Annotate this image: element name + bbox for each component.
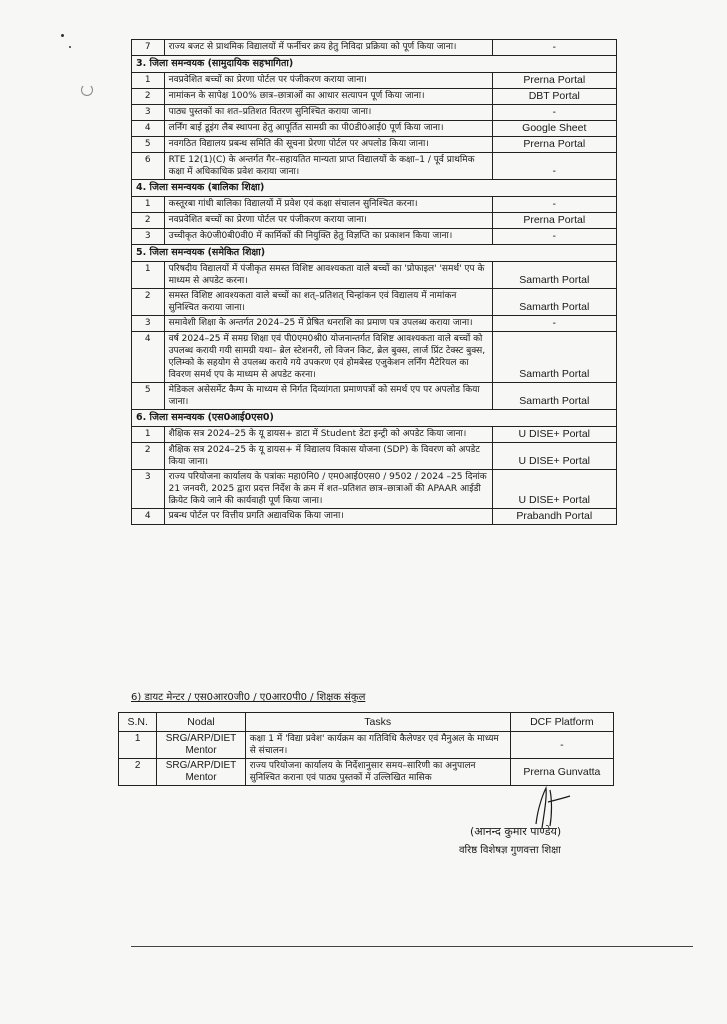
task-table: [131, 39, 617, 525]
row-platform: -: [492, 105, 616, 121]
row-platform: -: [510, 732, 613, 759]
table-row: [132, 289, 617, 316]
row-task: वर्ष 2024–25 में समग्र शिक्षा एवं पी0एम0श्री0 योजनान्तर्गत विशिष्ट आवश्यकता वाले बच्चों को उपलब्ध करायी गयी सामग्री यथा– ब्रेल स्टेशनरी, लो विजन किट, ब्रेल बुक्स, लार्ज प्रिंट टेक्स्ट बुक्स, एलिम्को के सहयोग से उपलब्ध कराये गये उपकरण एवं होमबेस्ड एजुकेशन लर्निंग मैटेरियल का विवरण समर्थ एप के माध्यम से अपडेट करना।: [164, 332, 492, 383]
row-task: मेडिकल असेसमेंट कैम्प के माध्यम से निर्गत दिव्यांगता प्रमाणपत्रों को समर्थ एप पर अपलोड किया जाना।: [164, 383, 492, 410]
table-row: [132, 137, 617, 153]
row-number: 7: [132, 40, 165, 56]
table-row: [119, 732, 614, 759]
section-heading-row: [132, 245, 617, 262]
row-task: उच्चीकृत के0जी0बी0वी0 में कार्मिकों की नियुक्ति हेतु विज्ञप्ति का प्रकाशन किया जाना।: [164, 229, 492, 245]
row-task: राज्य बजट से प्राथमिक विद्यालयों में फर्नीचर क्रय हेतु निविदा प्रक्रिया को पूर्ण किया जाना।: [164, 40, 492, 56]
row-number: 4: [132, 509, 165, 525]
row-platform: Prerna Gunvatta: [510, 759, 613, 786]
row-task: RTE 12(1)(C) के अन्तर्गत गैर–सहायतित मान्यता प्राप्त विद्यालयों के कक्षा–1 / पूर्व प्राथमिक कक्षा में अधिकाधिक प्रवेश कराया जाना।: [164, 153, 492, 180]
table-row: [119, 759, 614, 786]
row-task: शैक्षिक सत्र 2024–25 के यू डायस+ डाटा में Student डेटा इन्ट्री को अपडेट किया जाना।: [164, 427, 492, 443]
row-task: कस्तूरबा गांधी बालिका विद्यालयों में प्रवेश एवं कक्षा संचालन सुनिश्चित करना।: [164, 197, 492, 213]
row-number: 6: [132, 153, 165, 180]
table-row: [132, 153, 617, 180]
signatory-title: वरिष्ठ विशेषज्ञ गुणवत्ता शिक्षा: [459, 845, 561, 856]
row-nodal: SRG/ARP/DIET Mentor: [157, 732, 245, 759]
row-platform: Prabandh Portal: [492, 509, 616, 525]
row-platform: Prerna Portal: [492, 213, 616, 229]
row-platform: Samarth Portal: [492, 262, 616, 289]
row-platform: -: [492, 197, 616, 213]
row-number: 5: [132, 137, 165, 153]
row-number: 4: [132, 332, 165, 383]
header-nodal: Nodal: [157, 713, 245, 732]
row-number: 4: [132, 121, 165, 137]
row-platform: Samarth Portal: [492, 332, 616, 383]
row-task: समावेशी शिक्षा के अन्तर्गत 2024–25 में प्रेषित धनराशि का प्रमाण पत्र उपलब्ध कराया जाना।: [164, 316, 492, 332]
section-title: 3. जिला समन्वयक (सामुदायिक सहभागिता): [132, 56, 617, 73]
row-platform: Prerna Portal: [492, 137, 616, 153]
table-row: [132, 316, 617, 332]
row-task: शैक्षिक सत्र 2024–25 के यू डायस+ में विद्यालय विकास योजना (SDP) के विवरण को अपडेट किया जाना।: [164, 443, 492, 470]
row-platform: Google Sheet: [492, 121, 616, 137]
table-row: [132, 383, 617, 410]
row-number: 3: [132, 229, 165, 245]
row-platform: Prerna Portal: [492, 73, 616, 89]
row-number: 5: [132, 383, 165, 410]
row-task: राज्य परियोजना कार्यालय के निर्देशानुसार समय–सारिणी का अनुपालन सुनिश्चित कराना एवं पाठ्य पुस्तकों में उल्लिखित मासिक: [245, 759, 510, 786]
row-number: 2: [132, 443, 165, 470]
row-task: राज्य परियोजना कार्यालय के पत्रांकः महा0नि0 / एम0आई0एस0 / 9502 / 2024 –25 दिनांक 21 जनवरी, 2025 द्वारा प्रदत्त निर्देश के क्रम में शत–प्रतिशत छात्र–छात्राओं की APAAR आईडी क्रियेट किये जाने की कार्यवाही पूर्ण किया जाना।: [164, 470, 492, 509]
row-platform: U DISE+ Portal: [492, 443, 616, 470]
section-heading-row: [132, 410, 617, 427]
row-nodal: SRG/ARP/DIET Mentor: [157, 759, 245, 786]
table-row: [132, 509, 617, 525]
row-task: प्रबन्ध पोर्टल पर वित्तीय प्रगति अद्यावधिक किया जाना।: [164, 509, 492, 525]
row-task: कक्षा 1 में 'विद्या प्रवेश' कार्यक्रम का गतिविधि कैलेण्डर एवं मैनुअल के माध्यम से संचालन।: [245, 732, 510, 759]
row-number: 2: [132, 213, 165, 229]
section-title: 4. जिला समन्वयक (बालिका शिक्षा): [132, 180, 617, 197]
section-title: 5. जिला समन्वयक (समेकित शिक्षा): [132, 245, 617, 262]
row-task: नवगठित विद्यालय प्रबन्ध समिति की सूचना प्रेरणा पोर्टल पर अपलोड किया जाना।: [164, 137, 492, 153]
section-title: 6. जिला समन्वयक (एस0आई0एस0): [132, 410, 617, 427]
table-row: [132, 105, 617, 121]
table-row: [132, 121, 617, 137]
row-platform: U DISE+ Portal: [492, 470, 616, 509]
row-number: 1: [132, 427, 165, 443]
row-number: 3: [132, 470, 165, 509]
row-platform: U DISE+ Portal: [492, 427, 616, 443]
scan-speck: [61, 34, 64, 37]
table-row: [132, 40, 617, 56]
scan-speck: [69, 46, 71, 48]
table-row: [132, 262, 617, 289]
row-platform: Samarth Portal: [492, 289, 616, 316]
row-task: परिषदीय विद्यालयों में पंजीकृत समस्त विशिष्ट आवश्यकता वाले बच्चों का 'प्रोफाइल' 'समर्थ' एप के माध्यम से अपडेट करना।: [164, 262, 492, 289]
diet-task-table: [118, 712, 614, 786]
diet-section-heading: 6) डायट मेन्टर / एस0आर0जी0 / ए0आर0पी0 / शिक्षक संकुल: [131, 692, 366, 703]
scan-mark: [81, 84, 93, 96]
divider: [131, 946, 693, 947]
table-row: [132, 470, 617, 509]
row-task: लर्निंग बाई डूइंग लैब स्थापना हेतु आपूर्तित सामग्री का पी0डी0आई0 पूर्ण किया जाना।: [164, 121, 492, 137]
table-row: [132, 73, 617, 89]
row-sn: 1: [119, 732, 157, 759]
table-row: [132, 89, 617, 105]
header-tasks: Tasks: [245, 713, 510, 732]
row-number: 3: [132, 105, 165, 121]
row-task: समस्त विशिष्ट आवश्यकता वाले बच्चों का शत्–प्रतिशत् चिन्हांकन एवं विद्यालय में नामांकन सुनिश्चित कराया जाना।: [164, 289, 492, 316]
row-task: नामांकन के सापेक्ष 100% छात्र–छात्राओं का आधार सत्यापन पूर्ण किया जाना।: [164, 89, 492, 105]
section-heading-row: [132, 180, 617, 197]
row-number: 3: [132, 316, 165, 332]
row-number: 1: [132, 73, 165, 89]
table-row: [132, 197, 617, 213]
header-platform: DCF Platform: [510, 713, 613, 732]
row-platform: -: [492, 153, 616, 180]
table-row: [132, 213, 617, 229]
table-row: [132, 443, 617, 470]
row-task: नवप्रवेशित बच्चों का प्रेरणा पोर्टल पर पंजीकरण कराया जाना।: [164, 73, 492, 89]
row-number: 2: [132, 289, 165, 316]
row-platform: -: [492, 40, 616, 56]
signatory-name: (आनन्द कुमार पाण्डेय): [470, 825, 562, 838]
row-platform: DBT Portal: [492, 89, 616, 105]
row-task: पाठ्य पुस्तकों का शत–प्रतिशत वितरण सुनिश्चित कराया जाना।: [164, 105, 492, 121]
row-number: 1: [132, 197, 165, 213]
row-number: 2: [132, 89, 165, 105]
row-platform: Samarth Portal: [492, 383, 616, 410]
row-sn: 2: [119, 759, 157, 786]
row-platform: -: [492, 316, 616, 332]
table-row: [132, 229, 617, 245]
header-sn: S.N.: [119, 713, 157, 732]
row-task: नवप्रवेशित बच्चों का प्रेरणा पोर्टल पर पंजीकरण कराया जाना।: [164, 213, 492, 229]
table-header-row: [119, 713, 614, 732]
table-row: [132, 427, 617, 443]
row-number: 1: [132, 262, 165, 289]
row-platform: -: [492, 229, 616, 245]
section-heading-row: [132, 56, 617, 73]
table-row: [132, 332, 617, 383]
